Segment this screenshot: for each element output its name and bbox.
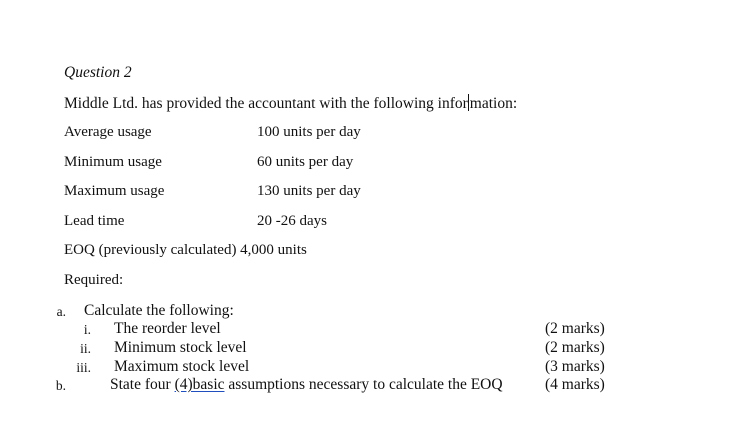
part-b-marker: b. [55,378,66,393]
maximum-usage-label: Maximum usage [64,183,165,199]
required-label: Required: [64,272,124,288]
part-b-text-end: assumptions necessary to calculate the EOQ [224,376,503,393]
intro-text-end: mation: [469,95,518,112]
item-i-marks: (2 marks) [545,320,605,337]
part-a-text: Calculate the following: [84,302,234,319]
item-iii-marker: iii. [76,360,91,375]
average-usage-value: 100 units per day [257,124,361,140]
minimum-usage-value: 60 units per day [257,154,354,170]
item-ii-marks: (2 marks) [545,339,605,356]
item-iii-text: Maximum stock level [114,358,250,375]
item-i-text: The reorder level [114,320,221,337]
question-heading: Question 2 [64,64,132,81]
item-ii-marker: ii. [80,341,91,356]
intro-text-start: Middle Ltd. has provided the accountant with the following infor [64,95,468,112]
part-a-marker: a. [56,304,66,319]
lead-time-value: 20 -26 days [257,213,327,229]
average-usage-label: Average usage [64,124,152,140]
item-ii-text: Minimum stock level [114,339,247,356]
item-i-marker: i. [83,322,91,337]
minimum-usage-label: Minimum usage [64,154,162,170]
lead-time-label: Lead time [64,213,125,229]
intro-paragraph[interactable] [64,94,517,113]
eoq-line: EOQ (previously calculated) 4,000 units [64,242,307,258]
item-iii-marks: (3 marks) [545,358,605,375]
maximum-usage-value: 130 units per day [257,183,361,199]
part-b-text-start: State four [110,376,175,393]
part-b-underlined-text: (4)basic [174,376,225,393]
part-b-text [110,376,503,394]
part-b-marks: (4 marks) [545,376,605,393]
